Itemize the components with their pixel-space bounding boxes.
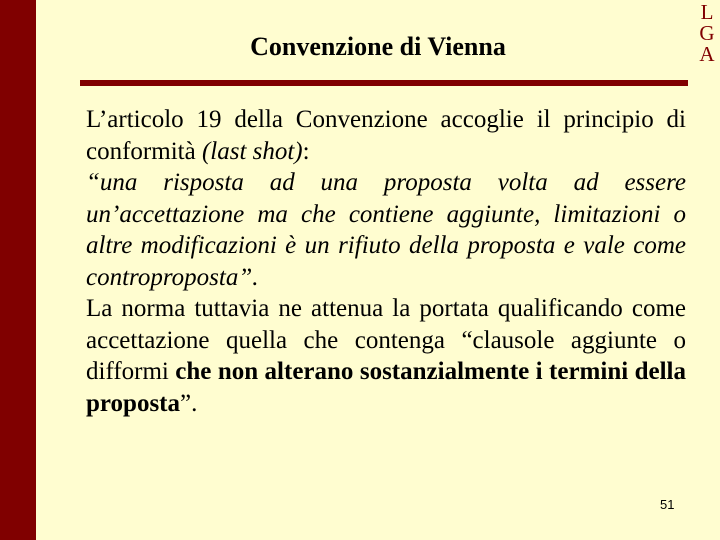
last-shot-term: (last shot) (201, 137, 303, 165)
logo-letter: G (699, 21, 715, 45)
rule-paragraph (86, 293, 686, 419)
title-divider (80, 80, 688, 86)
slide-body (86, 104, 686, 419)
logo-letter: L (700, 0, 714, 24)
left-accent-bar (0, 0, 36, 540)
article-intro-text: L’articolo 19 della Convenzione accoglie il principio di conformità (86, 106, 686, 165)
article-colon: : (302, 137, 310, 165)
slide-title: Convenzione di Vienna (250, 32, 506, 61)
rule-end: ”. (180, 389, 198, 417)
article-quote: “una risposta ad una proposta volta ad essere un’accettazione ma che contiene aggiunte, limitazioni o altre modificazioni è un rifiuto della proposta e vale come controproposta”. (86, 169, 686, 291)
logo-letter: A (699, 42, 715, 66)
page-number: 51 (660, 497, 675, 512)
rule-text: La norma tuttavia ne attenua la portata qualificando come accettazione quella che contenga “clausole aggiunte o difformi (86, 295, 686, 385)
article-paragraph (86, 104, 686, 167)
rule-emphasis: che non alterano sostanzialmente i termini della proposta (86, 358, 686, 417)
